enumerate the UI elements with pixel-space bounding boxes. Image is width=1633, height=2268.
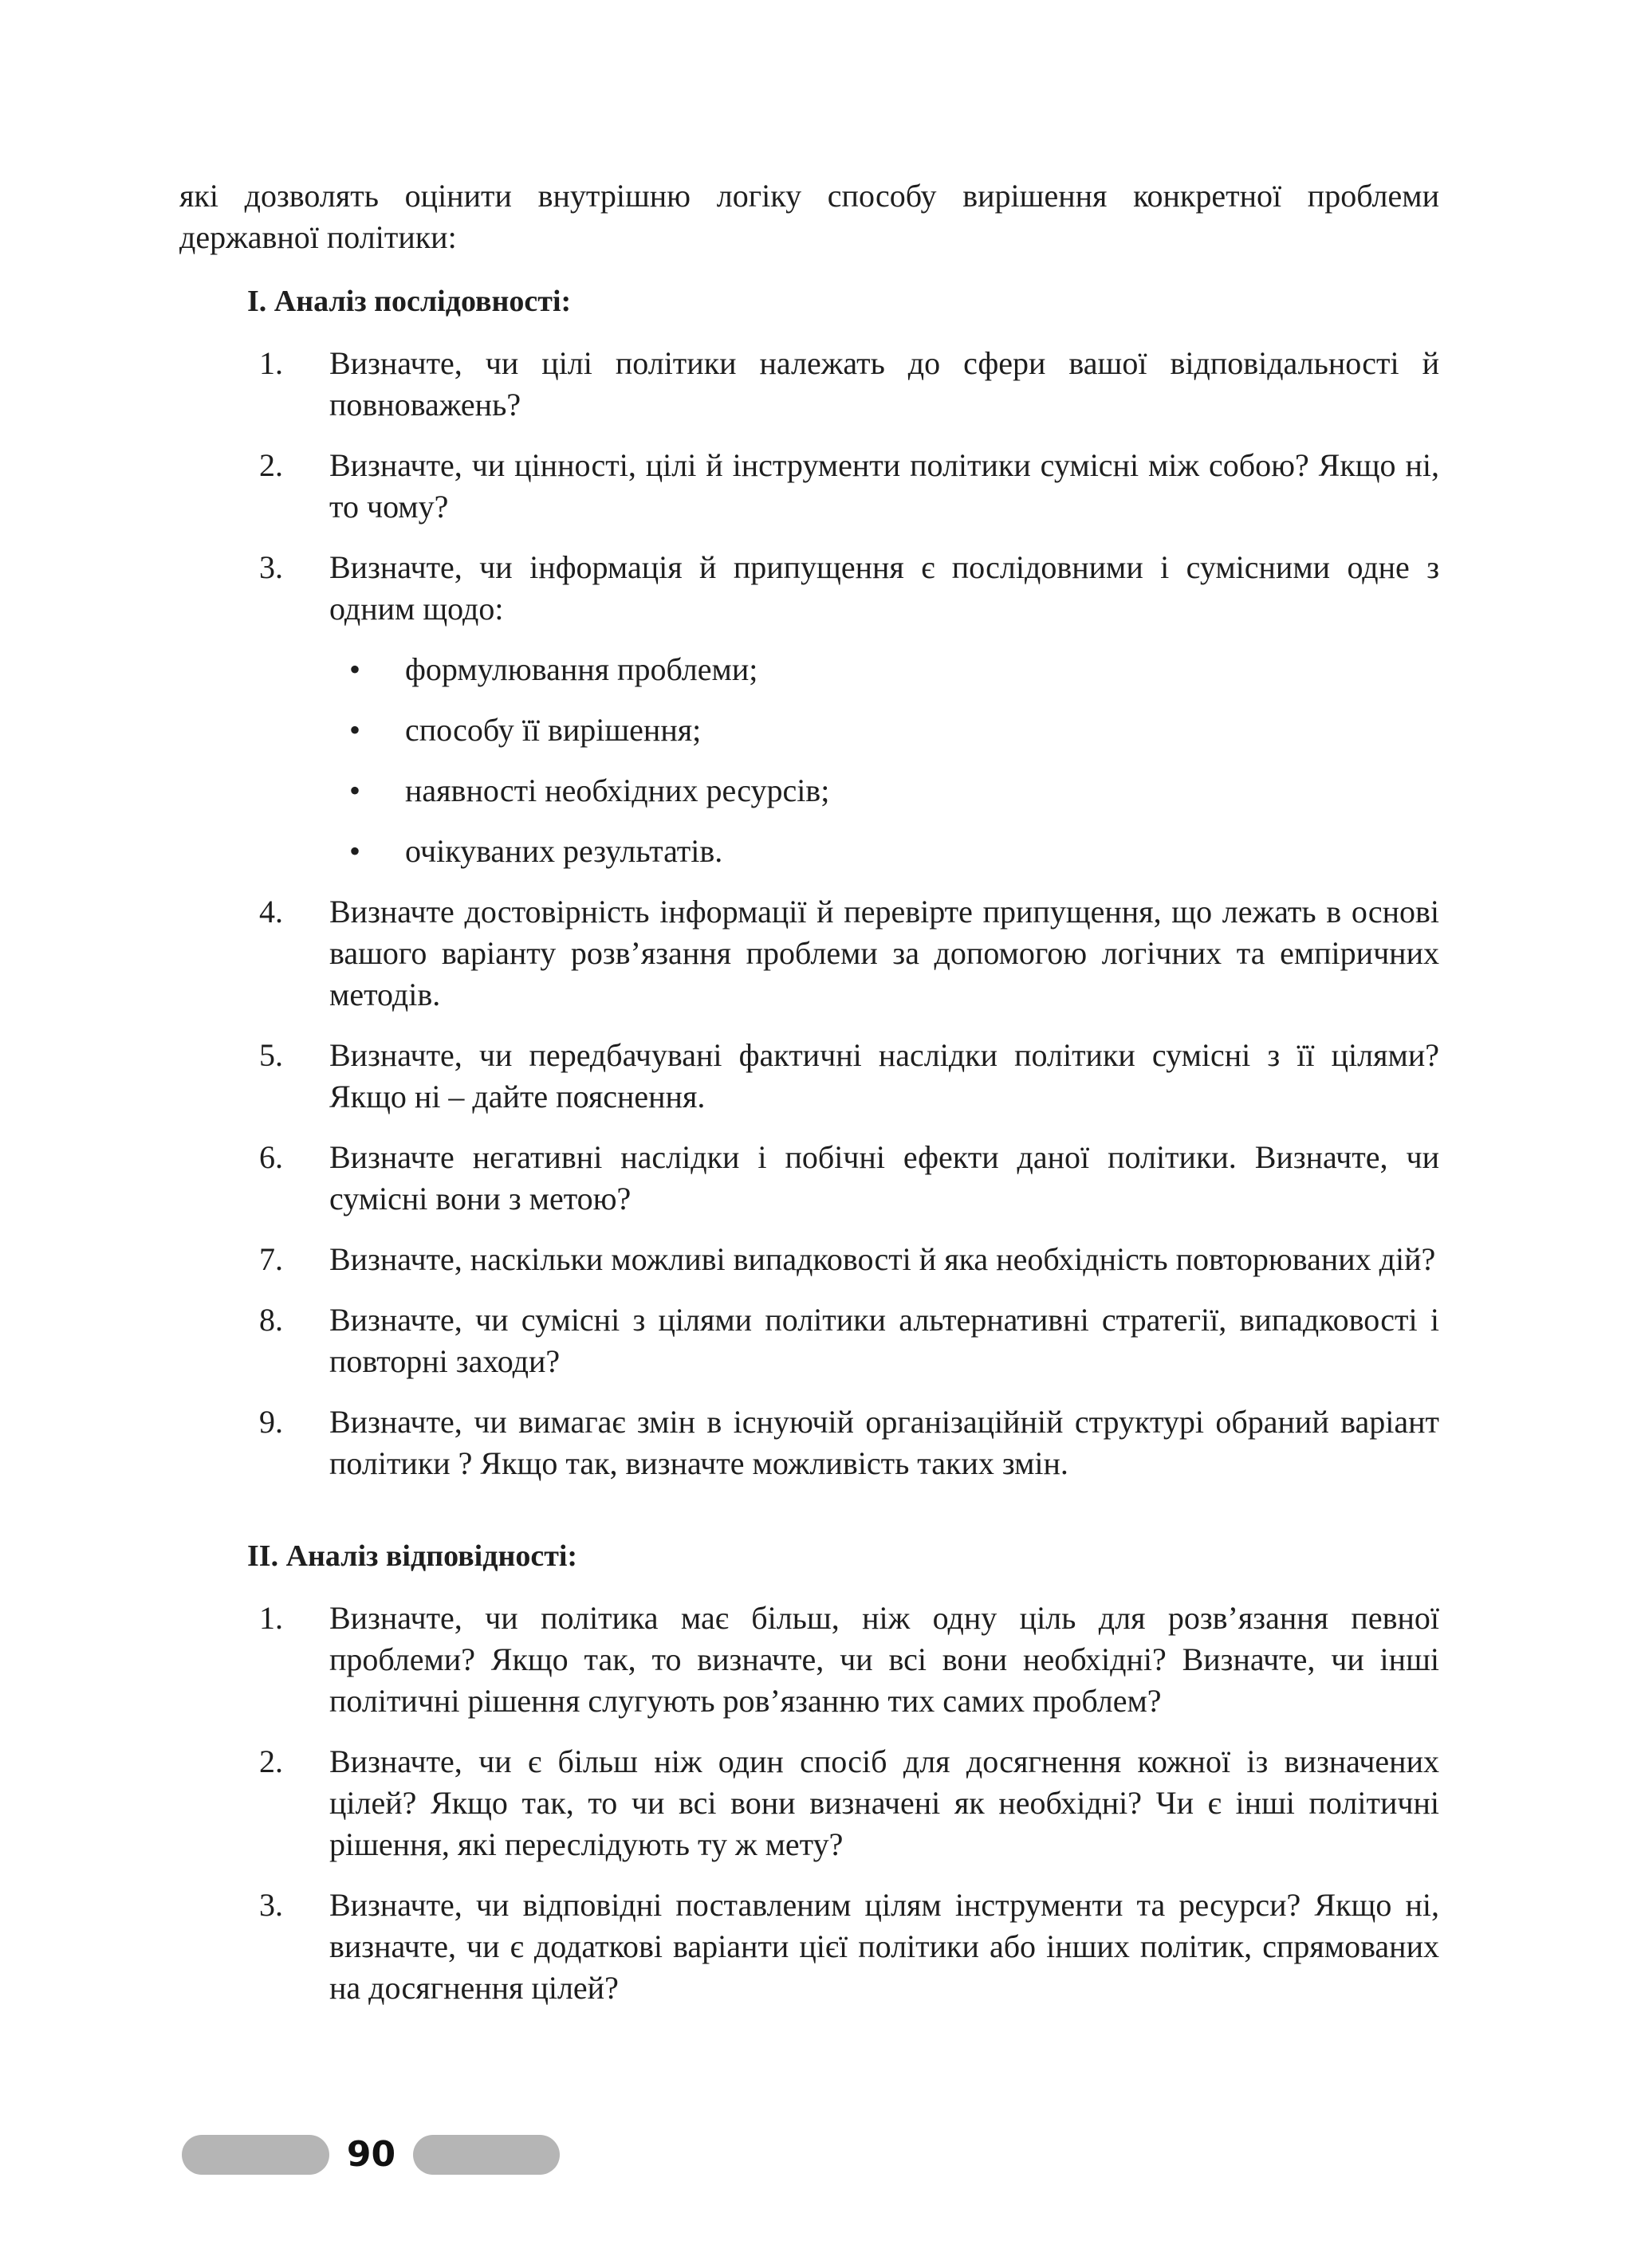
item-text: Визначте, чи передбачувані фактичні наслідки політики сумісні з її цілями? Якщо ні – дайте пояснення. [329, 1037, 1439, 1114]
list-item [179, 1598, 1439, 1722]
item-text: Визначте, чи відповідні поставленим цілям інструменти та ресурси? Якщо ні, визначте, чи є додаткові варіанти цієї політики або інших політик, спрямованих на досягнення цілей? [329, 1887, 1439, 2006]
list-item [179, 891, 1439, 1016]
item-text: Визначте, чи вимагає змін в існуючій організаційній структурі обраний варіант політики ? Якщо так, визначте можливість таких змін. [329, 1404, 1439, 1481]
list-item [179, 445, 1439, 528]
item-text: Визначте, чи цілі політики належать до сфери вашої відповідальності й повноважень? [329, 345, 1439, 423]
item-number: 2. [259, 1743, 283, 1779]
section-1-heading: I. Аналіз послідовності: [247, 285, 572, 318]
item-text: Визначте, чи цінності, цілі й інструменти політики сумісні між собою? Якщо ні, то чому? [329, 447, 1439, 525]
item-number: 1. [259, 1600, 283, 1636]
list-item [179, 1741, 1439, 1865]
item-text: Визначте, чи сумісні з цілями політики альтернативні стратегії, випадковості і повторні заходи? [329, 1302, 1439, 1379]
item-number: 1. [259, 345, 283, 381]
list-item [179, 1239, 1439, 1280]
page-content [179, 175, 1439, 2028]
item-text: Визначте, чи політика має більш, ніж одну ціль для розв’язання певної проблеми? Якщо так, то визначте, чи всі вони необхідні? Визначте, чи інші політичні рішення слугують ров’язанню тих самих проблем? [329, 1600, 1439, 1719]
section-1-list [179, 343, 1439, 1484]
bullet-item: • формулювання проблеми; [329, 649, 1439, 690]
list-item [179, 1137, 1439, 1220]
item-number: 7. [259, 1241, 283, 1277]
item-text: Визначте достовірність інформації й перевірте припущення, що лежать в основі вашого варіанту розв’язання проблеми за допомогою логічних та емпіричних методів. [329, 894, 1439, 1012]
item-number: 9. [259, 1404, 283, 1440]
bullet-item: • способу її вирішення; [329, 709, 1439, 751]
bullet-item: • наявності необхідних ресурсів; [329, 770, 1439, 812]
list-item [179, 1035, 1439, 1118]
footer-bar-right [413, 2135, 560, 2175]
item-number: 5. [259, 1037, 283, 1073]
item-number: 6. [259, 1139, 283, 1175]
bullet-list [329, 649, 1439, 872]
page-number: 90 [346, 2134, 396, 2175]
list-item [179, 343, 1439, 426]
list-item [179, 1299, 1439, 1382]
item-number: 3. [259, 1887, 283, 1923]
item-number: 3. [259, 549, 283, 585]
bullet-item: • очікуваних результатів. [329, 831, 1439, 872]
item-text: Визначте, чи є більш ніж один спосіб для досягнення кожної із визначених цілей? Якщо так, то чи всі вони визначені як необхідні? Чи є інші політичні рішення, які переслідують ту ж мету? [329, 1743, 1439, 1862]
intro-paragraph: які дозволять оцінити внутрішню логіку способу вирішення конкретної проблеми державної політики: [179, 178, 1439, 255]
footer-bar-left [182, 2135, 329, 2175]
list-item [179, 547, 1439, 872]
item-text: Визначте, чи інформація й припущення є послідовними і сумісними одне з одним щодо: [329, 549, 1439, 627]
item-number: 4. [259, 894, 283, 930]
section-2-list [179, 1598, 1439, 2009]
item-text: Визначте, наскільки можливі випадковості й яка необхідність повторюваних дій? [329, 1241, 1436, 1277]
page-footer [182, 2131, 560, 2179]
item-number: 8. [259, 1302, 283, 1338]
item-text: Визначте негативні наслідки і побічні ефекти даної політики. Визначте, чи сумісні вони з метою? [329, 1139, 1439, 1217]
section-2-heading: II. Аналіз відповідності: [247, 1539, 578, 1573]
item-number: 2. [259, 447, 283, 483]
list-item [179, 1401, 1439, 1484]
list-item [179, 1885, 1439, 2009]
